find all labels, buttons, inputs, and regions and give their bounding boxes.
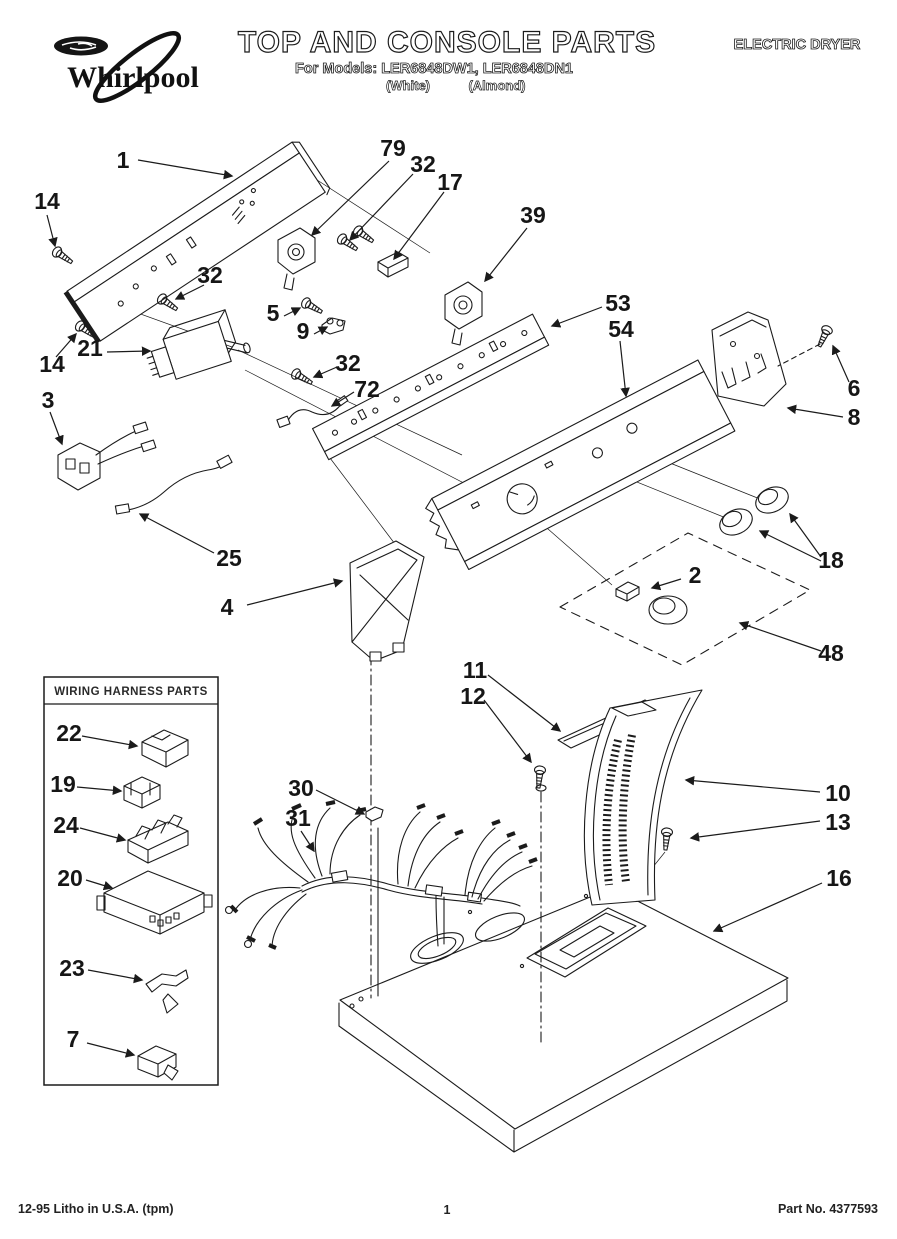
callout-22: 22 [56, 720, 82, 746]
brand-text: Whirlpool [67, 61, 199, 94]
callout-20: 20 [57, 865, 83, 891]
callout-18: 18 [818, 547, 844, 573]
leader-4 [247, 581, 342, 605]
callout-16: 16 [826, 865, 852, 891]
leader-2 [652, 579, 681, 588]
callout-32a: 32 [197, 262, 223, 288]
leader-30 [316, 790, 364, 814]
callout-32c: 32 [335, 350, 361, 376]
leader-3 [50, 412, 62, 444]
part-12-fastener [533, 766, 546, 791]
callout-14b: 14 [39, 351, 65, 377]
part-39-switch [445, 282, 482, 345]
part-4-left-end-cap [350, 541, 424, 661]
callout-19: 19 [50, 771, 76, 797]
callout-25: 25 [216, 545, 242, 571]
appliance-type-label: ELECTRIC DRYER [733, 37, 861, 53]
callout-53: 53 [605, 290, 631, 316]
part-54-console-front-panel [420, 360, 735, 575]
whirlpool-logo [54, 24, 199, 109]
color-white-label: (White) [385, 78, 431, 93]
leader-1 [138, 160, 232, 176]
callout-32b: 32 [410, 151, 436, 177]
leader-39 [485, 228, 527, 281]
part-9-clip [322, 318, 345, 334]
leader-8 [788, 408, 843, 417]
part-25-jumper-wire [115, 455, 232, 514]
page-number: 1 [443, 1203, 451, 1217]
callout-11: 11 [462, 657, 488, 683]
part-18-knobs [716, 482, 793, 540]
part-31-wiring-harness [226, 802, 538, 948]
callout-30: 30 [288, 775, 314, 801]
callout-1: 1 [116, 147, 130, 173]
models-line: For Models: LER6848DW1, LER6848DN1 [295, 61, 573, 77]
leader-54 [620, 341, 626, 396]
leader-21 [107, 351, 150, 352]
leader-48 [740, 623, 821, 651]
callout-21: 21 [77, 335, 103, 361]
callout-2: 2 [688, 562, 702, 588]
leader-53 [552, 307, 602, 326]
callout-10: 10 [825, 780, 851, 806]
leader-18b [760, 531, 821, 561]
part-5-screw [300, 296, 325, 317]
page-footer [18, 1202, 878, 1217]
leader-16 [714, 883, 822, 931]
litho-note: 12-95 Litho in U.S.A. (tpm) [18, 1202, 174, 1216]
part-79-switch [278, 228, 315, 290]
callout-7: 7 [66, 1026, 80, 1052]
part-21-timer [140, 306, 252, 386]
callout-9: 9 [296, 318, 310, 344]
callout-72: 72 [354, 376, 380, 402]
leader-5 [284, 308, 300, 316]
callout-14a: 14 [34, 188, 60, 214]
color-almond-label: (Almond) [468, 78, 526, 93]
callout-17: 17 [437, 169, 463, 195]
part-53-console-rail [313, 314, 549, 460]
callout-23: 23 [59, 955, 85, 981]
doc-part-number: Part No. 4377593 [777, 1202, 878, 1216]
callout-48: 48 [818, 640, 844, 666]
callout-31: 31 [285, 805, 311, 831]
callout-4: 4 [220, 594, 234, 620]
callout-24: 24 [53, 812, 79, 838]
callout-12: 12 [460, 683, 486, 709]
part-32-screw-c [290, 367, 315, 388]
part-13-screw [660, 828, 673, 851]
leader-13 [691, 821, 820, 838]
leader-6 [833, 346, 849, 382]
part-30-clip [366, 807, 383, 821]
part-48-dashed-panel [560, 533, 810, 665]
leader-14a [47, 215, 55, 246]
part-14-screw-a [51, 245, 75, 267]
callout-8: 8 [847, 404, 861, 430]
part-8-right-end-cap [712, 312, 820, 406]
leader-31 [301, 831, 314, 851]
callout-6: 6 [847, 375, 861, 401]
part-17-clip [378, 252, 408, 277]
part-32-screw-b [336, 232, 360, 254]
leader-18a [790, 514, 821, 557]
callout-5: 5 [266, 300, 280, 326]
leader-12 [484, 700, 531, 762]
leader-25 [140, 514, 214, 553]
part-3-cord-connector [58, 422, 156, 490]
wiring-box-title: WIRING HARNESS PARTS [54, 686, 208, 698]
leader-32c [314, 367, 337, 377]
callout-54: 54 [608, 316, 634, 342]
leader-79 [312, 161, 389, 235]
leader-10 [686, 780, 820, 792]
leader-11 [488, 675, 560, 731]
callout-13: 13 [825, 809, 851, 835]
part-2-switch [616, 582, 687, 624]
leader-17 [394, 192, 444, 259]
callout-39: 39 [520, 202, 546, 228]
callout-3: 3 [41, 387, 55, 413]
callout-79: 79 [380, 135, 406, 161]
page-title: TOP AND CONSOLE PARTS [237, 26, 657, 59]
